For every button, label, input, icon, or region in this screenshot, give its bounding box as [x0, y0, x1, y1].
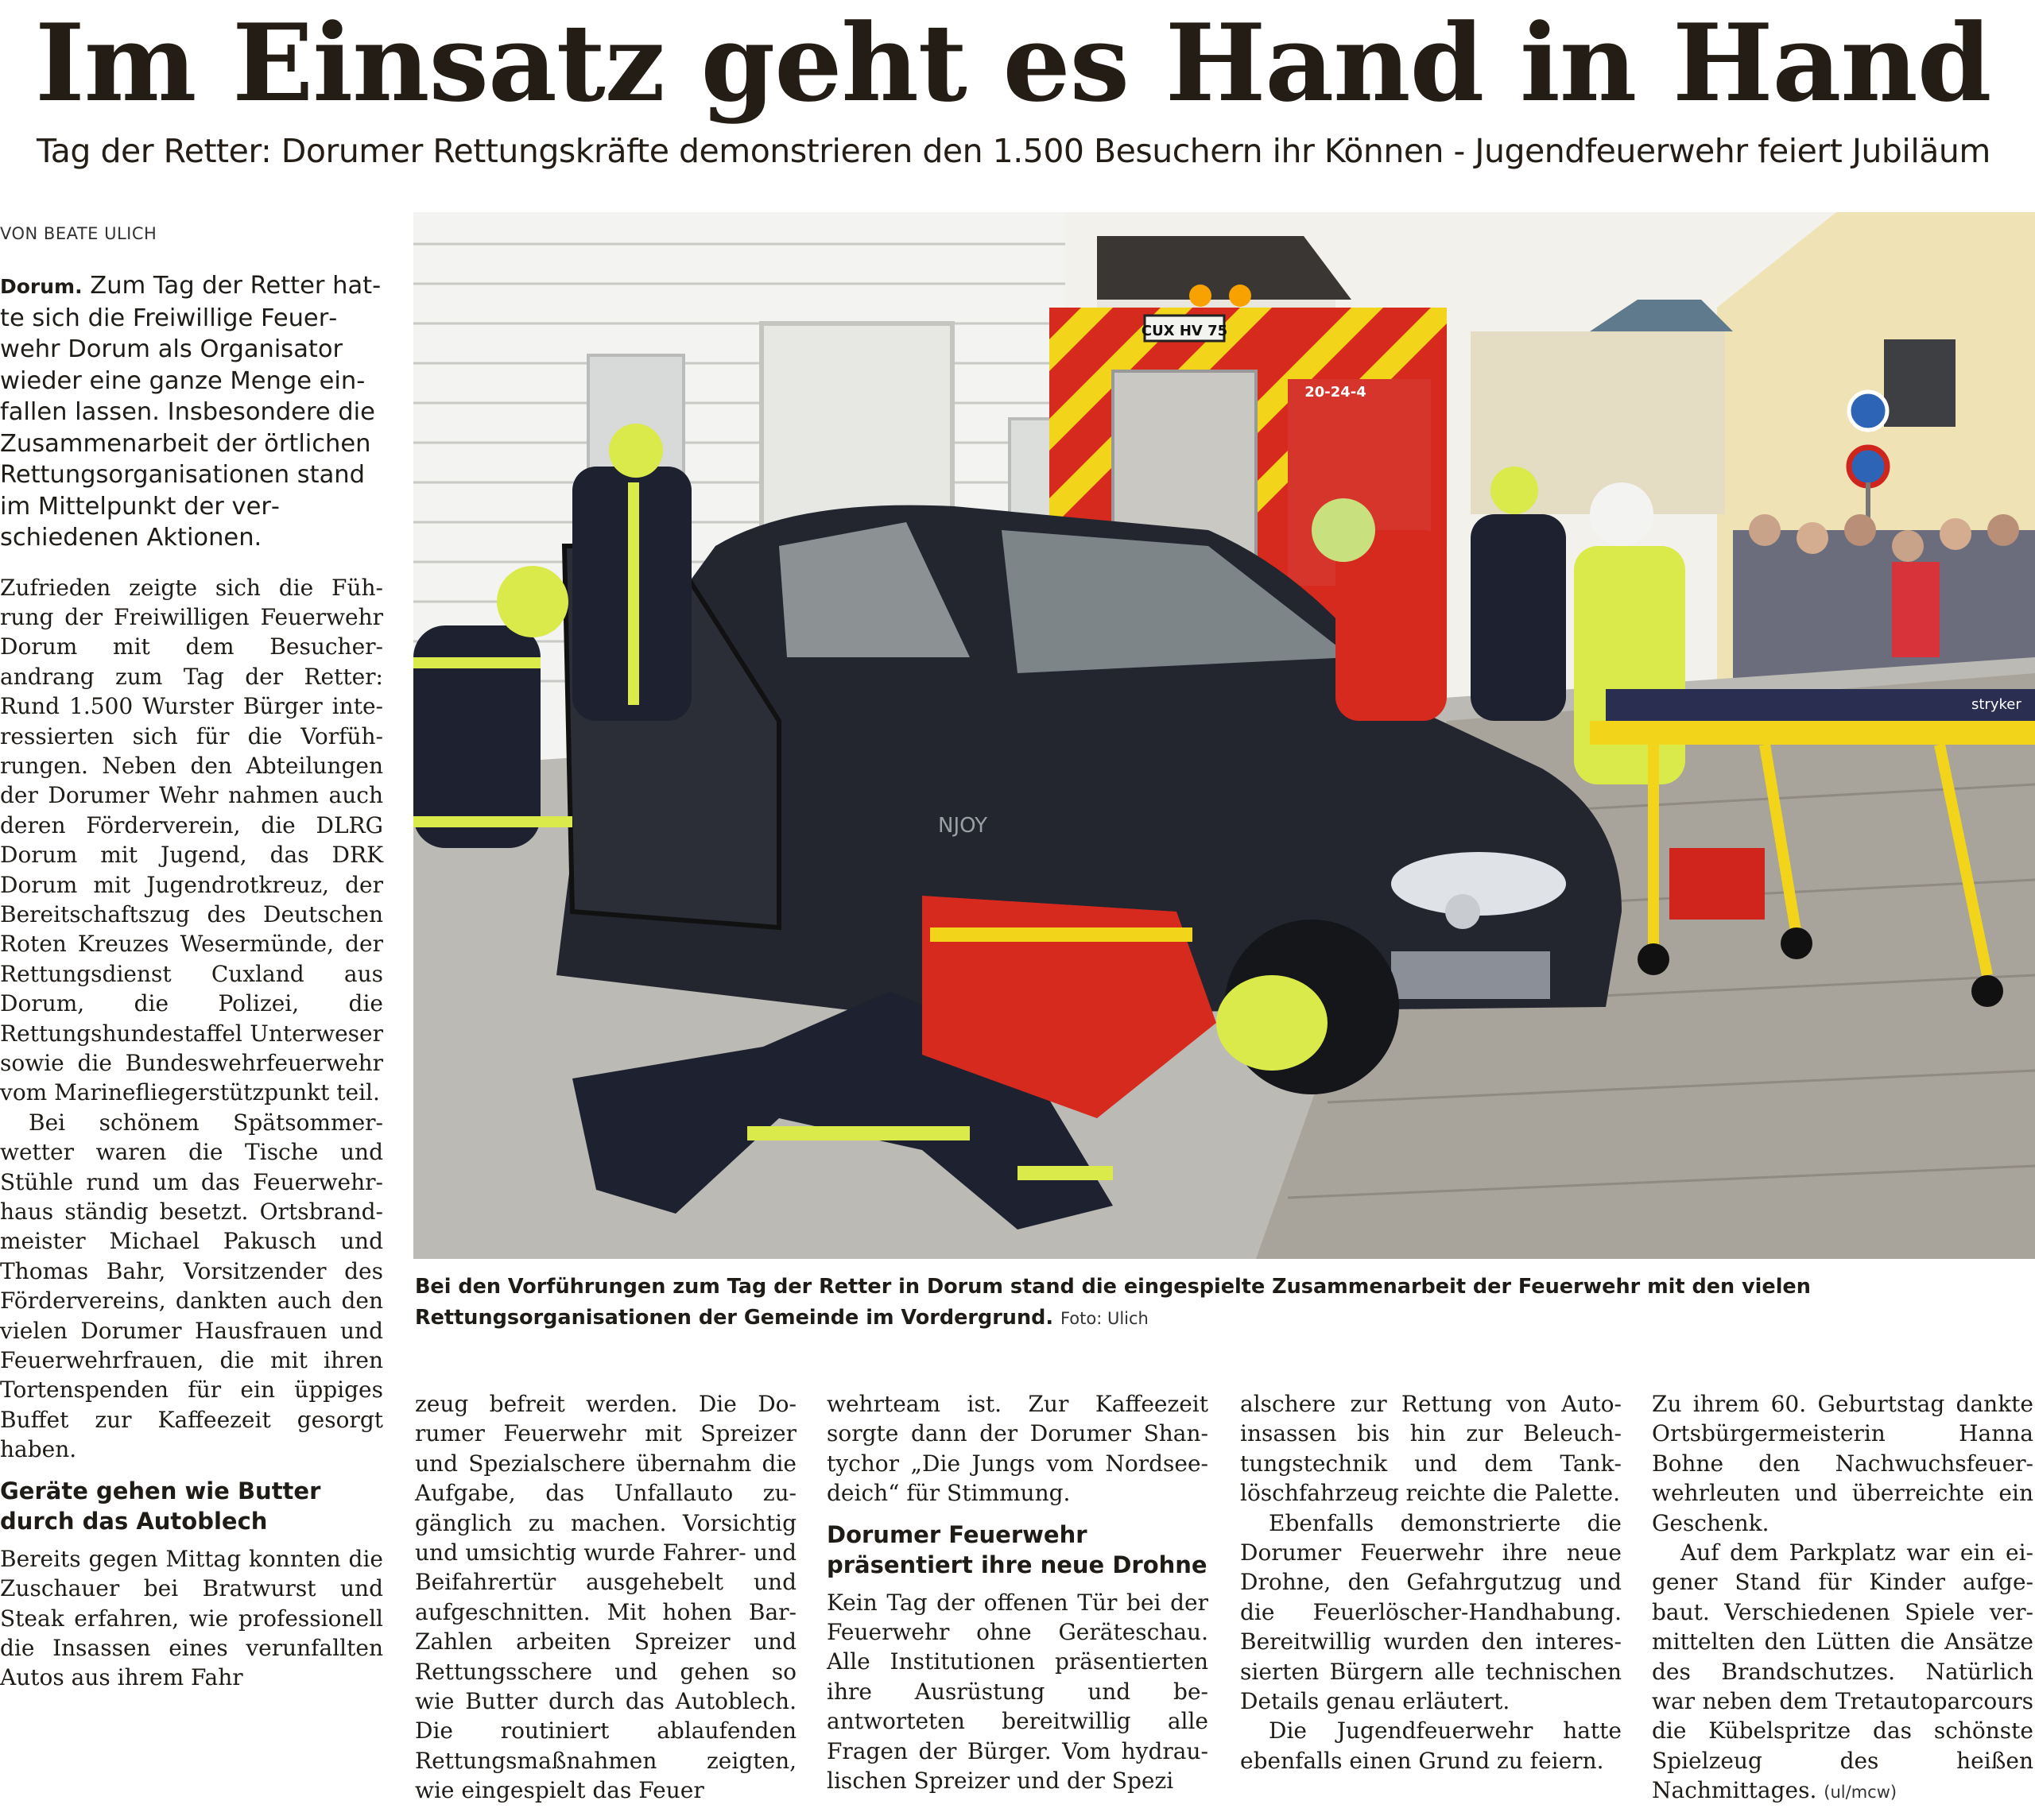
column-5 — [1652, 1389, 2033, 1808]
body-paragraph: Zu ihrem 60. Geburtstag dankte Ortsbürgermeisterin Hanna Bohne den Nachwuchsfeuerwehrleuten und überreichte ein Geschenk. — [1652, 1391, 2033, 1536]
column-1 — [0, 270, 383, 1693]
body-paragraph: Die Jugendfeuerwehr hatte ebenfalls einen Grund zu feiern. — [1240, 1717, 1622, 1774]
body-paragraph: alschere zur Rettung von Autoinsassen bis hin zur Beleuchtungstechnik und dem Tanklöschfahrzeug reichte die Palette. — [1240, 1391, 1622, 1507]
car-model-badge: NJOY — [938, 814, 988, 838]
firefighter-standing — [572, 424, 692, 721]
body-paragraph: Bereits gegen Mittag konnten die Zuschauer bei Bratwurst und Steak erfahren, wie professionell die Insassen eines verunfallten Autos aus ihrem Fahr — [0, 1545, 383, 1691]
truck-plate-text: CUX HV 75 — [1141, 323, 1228, 339]
car-plate — [1391, 951, 1550, 999]
truck-number-text: 20-24-4 — [1304, 384, 1366, 401]
body-text: Auf dem Parkplatz war ein eigener Stand für Kinder aufgebaut. Verschiedenen Spiele vermittelten den Lütten die Ansätze des Brandschutzes. Natürlich war neben dem Tretautoparcours die Kübelspritze das schönste Spielzeug des heißen Nachmittages. — [1652, 1539, 2033, 1804]
photo-caption — [415, 1272, 2033, 1334]
lead-paragraph — [0, 270, 383, 554]
caption-text: Bei den Vorführungen zum Tag der Retter in Dorum stand die eingespielte Zusammenarbeit der Feuerwehr mit den vielen Rettungsorganisationen der Gemeinde im Vordergrund. — [415, 1275, 1811, 1330]
body-paragraph: Kein Tag der offenen Tür bei der Feuerwehr ohne Geräteschau. Alle Institutionen präsentierten ihre Ausrüstung und beantworteten bereitwillig alle Fragen der Bürger. Vom hydraulischen Spreizer und der Spezi — [827, 1589, 1208, 1795]
body-paragraph: zeug befreit werden. Die Dorumer Feuerwehr mit Spreizer und Spezialschere übernahm die Aufgabe, das Unfallauto zugänglich zu machen. Vorsichtig und umsichtig wurde Fahrer- und Beifahrertür ausgehebelt und aufgeschnitten. Mit hohen Bar-Zahlen arbeiten Spreizer und Rettungsschere und gehen so wie Butter durch das Autoblech. Die routiniert ablaufenden Rettungsmaßnahmen zeigten, wie eingespielt das Feuer — [415, 1391, 797, 1804]
rescue-bag — [1669, 848, 1765, 920]
subheadline: Tag der Retter: Dorumer Rettungskräfte demonstrieren den 1.500 Besuchern ihr Können - Jugendfeuerwehr feiert Jubiläum — [37, 132, 1990, 170]
author-initials: (ul/mcw) — [1824, 1783, 1897, 1803]
body-paragraph: Bei schönem Spätsommerwetter waren die Tische und Stühle rund um das Feuerwehrhaus ständig besetzt. Ortsbrandmeister Michael Pakusch und Thomas Bahr, Vorsitzender des Fördervereins, dankten auch den vielen Dorumer Hausfrauen und Feuerwehrfrauen, die mit ihren Tortenspenden für ein üppiges Buffet zur Kaffeezeit gesorgt haben. — [0, 1109, 383, 1463]
body-paragraph: Ebenfalls demonstrierte die Dorumer Feuerwehr ihre neue Drohne, den Gefahrgutzug und die Feuerlöscher-Handhabung. Bereitwillig wurden den interessierten Bürgern alle technischen Details genau erläutert. — [1240, 1509, 1622, 1715]
photo-credit: Foto: Ulich — [1060, 1309, 1149, 1328]
section-subhead: Geräte gehen wie Butter durch das Autoblech — [0, 1477, 321, 1535]
body-paragraph: wehrteam ist. Zur Kaffeezeit sorgte dann der Dorumer Shantychor „Die Jungs vom Nordseedeich“ für Stimmung. — [827, 1391, 1208, 1507]
lead-text: Zum Tag der Retter hatte sich die Freiwillige Feuerwehr Dorum als Organisator wieder eine ganze Menge einfallen lassen. Insbesondere die Zusammenarbeit der örtlichen Rettungsorganisationen stand im Mittelpunkt der verschiedenen Aktionen. — [0, 272, 382, 552]
photo-illustration — [413, 212, 2035, 1259]
section-subhead: Dorumer Feuerwehr präsentiert ihre neue Drohne — [827, 1520, 1207, 1578]
column-3 — [827, 1389, 1208, 1795]
window — [1884, 339, 1956, 427]
opel-logo-icon — [1445, 894, 1480, 929]
no-parking-sign-icon — [1849, 447, 1887, 486]
column-4 — [1240, 1389, 1622, 1775]
dateline: Dorum. — [0, 275, 83, 298]
body-paragraph: Zufrieden zeigte sich die Führung der Freiwilligen Feuerwehr Dorum mit dem Besucherandrang zum Tag der Retter: Rund 1.500 Wurster Bürger interessierten sich für die Vorführungen. Neben den Abteilungen der Dorumer Wehr nahmen auch deren Förderverein, die DLRG Dorum mit Jugend, das DRK Dorum mit Jugendrotkreuz, der Bereitschaftszug des Deutschen Roten Kreuzes Wesermünde, der Rettungsdienst Cuxland aus Dorum, die Polizei, die Rettungshundestaffel Unterweser sowie die Bundeswehrfeuerwehr vom Marinefliegerstützpunkt teil. — [0, 574, 383, 1106]
byline: VON BEATE ULICH — [0, 224, 157, 243]
headline: Im Einsatz geht es Hand in Hand — [35, 0, 1991, 126]
body-paragraph — [1652, 1538, 2033, 1808]
column-2 — [415, 1389, 797, 1806]
news-photo — [413, 212, 2035, 1259]
stretcher-brand: stryker — [1971, 696, 2021, 713]
road-sign-icon — [1849, 392, 1887, 430]
